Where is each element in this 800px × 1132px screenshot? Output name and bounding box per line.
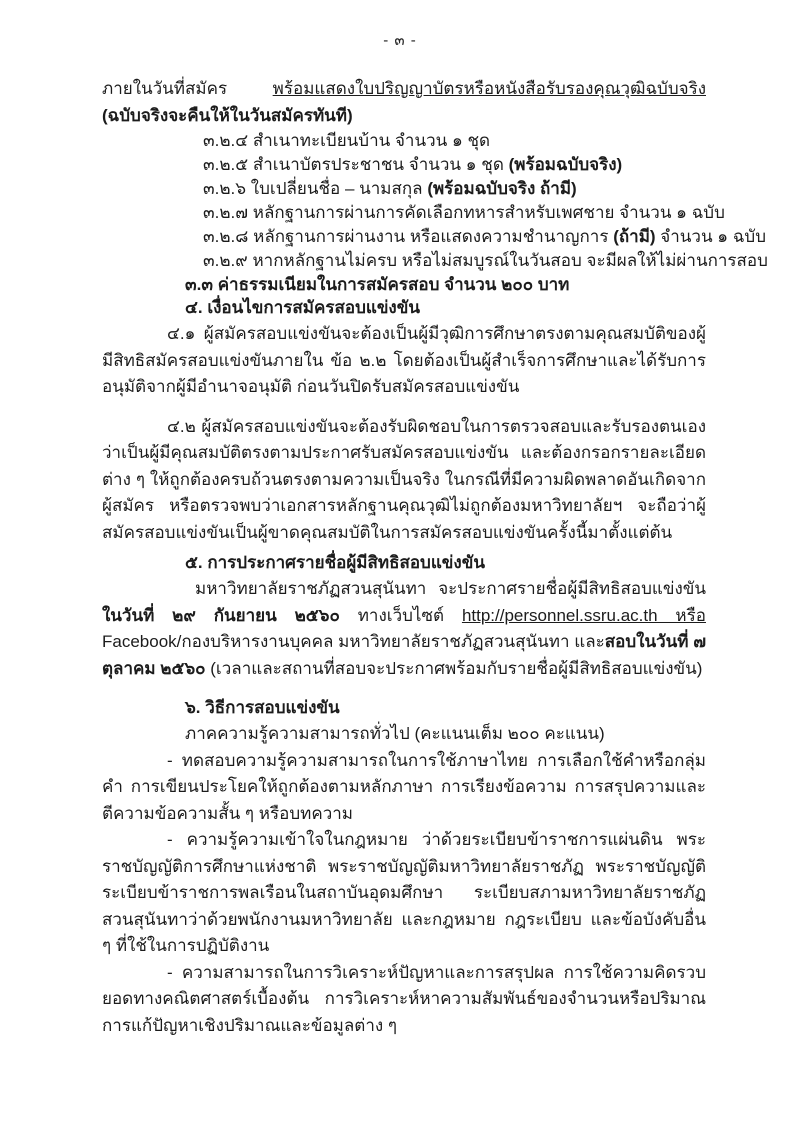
list-item-text: ๓.๒.๕ สำเนาบัตรประชาชน จำนวน ๑ ชุด	[203, 155, 509, 174]
section5-text-1: มหาวิทยาลัยราชภัฏสวนสุนันทา จะประกาศรายชื่อผู้มีสิทธิสอบแข่งขัน	[195, 579, 706, 598]
paragraph-4-2: ๔.๒ ผู้สมัครสอบแข่งขันจะต้องรับผิดชอบในการตรวจสอบและรับรองตนเองว่าเป็นผู้มีคุณสมบัติตรงตามประกาศรับสมัครสอบแข่งขัน และต้องกรอกรายละเอียดต่าง ๆ ให้ถูกต้องครบถ้วนตรงตามความเป็นจริง ในกรณีที่มีความผิดพลาดอันเกิดจากผู้สมัคร หรือตรวจพบว่าเอกสารหลักฐานคุณวุฒิไม่ถูกต้องมหาวิทยาลัยฯ จะถือว่าผู้สมัครสอบแข่งขันเป็นผู้ขาดคุณสมบัติในการสมัครสอบแข่งขันครั้งนี้มาตั้งแต่ต้น	[102, 416, 706, 542]
section5-paragraph	[102, 576, 706, 682]
exam-date-bold: สอบในวันที่ ๗ ตุลาคม ๒๕๖๐	[102, 632, 706, 678]
list-item	[102, 177, 706, 201]
document-list	[102, 129, 768, 273]
section4-heading: ๔. เงื่อนไขการสมัครสอบแข่งขัน	[185, 298, 420, 317]
announce-date-bold: ในวันที่ ๒๙ กันยายน ๒๕๖๐	[102, 605, 340, 625]
list-item-text: ๓.๒.๘ หลักฐานการผ่านงาน หรือแสดงความชำนาญการ	[203, 227, 614, 246]
list-item-bold: (ถ้ามี)	[613, 227, 656, 246]
intro-underlined-text: พร้อมแสดงใบปริญญาบัตรหรือหนังสือรับรองคุณวุฒิฉบับจริง	[272, 79, 706, 98]
exam-topic-analysis: - ความสามารถในการวิเคราะห์ปัญหาและการสรุปผล การใช้ความคิดรวบยอดทางคณิตศาสตร์เบื้องต้น การวิเคราะห์หาความสัมพันธ์ของจำนวนหรือปริมาณ การแก้ปัญหาเชิงปริมาณและข้อมูลต่าง ๆ	[102, 962, 706, 1035]
list-item-bold: (พร้อมฉบับจริง ถ้ามี)	[427, 179, 577, 198]
page-number: - ๓ -	[383, 32, 417, 49]
section5-text-4: (เวลาและสถานที่สอบจะประกาศพร้อมกับรายชื่อผู้มีสิทธิสอบแข่งขัน)	[205, 658, 703, 678]
section5-heading: ๕. การประกาศรายชื่อผู้มีสิทธิสอบแข่งขัน	[185, 553, 485, 572]
intro-paragraph	[102, 76, 706, 129]
personnel-website-link[interactable]: http://personnel.ssru.ac.th หรือ	[461, 605, 706, 625]
list-item	[102, 129, 706, 153]
section5-text-2: ทางเว็บไซต์	[339, 605, 462, 625]
list-item-text: ๓.๒.๔ สำเนาทะเบียนบ้าน จำนวน ๑ ชุด	[203, 131, 491, 150]
list-item	[102, 249, 768, 273]
section5-text-3: Facebook/กองบริหารงานบุคคล มหาวิทยาลัยราชภัฏสวนสุนันทา และ	[102, 632, 605, 651]
document-body	[102, 76, 768, 1039]
exam-topic-thai-language: - ทดสอบความรู้ความสามารถในการใช้ภาษาไทย การเลือกใช้คำหรือกลุ่มคำ การเขียนประโยคให้ถูกต้องตามหลักภาษา การเรียงข้อความ การสรุปความและตีความข้อความสั้น ๆ หรือบทความ	[102, 750, 706, 823]
exam-part-subheading: ภาคความรู้ความสามารถทั่วไป (คะแนนเต็ม ๒๐๐ คะแนน)	[185, 724, 605, 743]
paragraph-4-1: ๔.๑ ผู้สมัครสอบแข่งขันจะต้องเป็นผู้มีวุฒิการศึกษาตรงตามคุณสมบัติของผู้มีสิทธิสมัครสอบแข่งขันภายใน ข้อ ๒.๒ โดยต้องเป็นผู้สำเร็จการศึกษาและได้รับการอนุมัติจากผู้มีอำนาจอนุมัติ ก่อนวันปิดรับสมัครสอบแข่งขัน	[102, 324, 706, 396]
fee-heading: ๓.๓ ค่าธรรมเนียมในการสมัครสอบ จำนวน ๒๐๐ บาท	[185, 275, 570, 294]
list-item-tail: จำนวน ๑ ฉบับ	[655, 227, 766, 246]
intro-bold-note: (ฉบับจริงจะคืนให้ในวันสมัครทันที)	[102, 105, 353, 125]
intro-text: ภายในวันที่สมัคร	[102, 79, 273, 98]
list-item	[102, 153, 706, 177]
list-item-text: ๓.๒.๙ หากหลักฐานไม่ครบ หรือไม่สมบูรณ์ในวันสอบ จะมีผลให้ไม่ผ่านการสอบ	[203, 251, 768, 270]
exam-topic-law-knowledge: - ความรู้ความเข้าใจในกฎหมาย ว่าด้วยระเบียบข้าราชการแผ่นดิน พระราชบัญญัติการศึกษาแห่งชาติ พระราชบัญญัติมหาวิทยาลัยราชภัฏ พระราชบัญญัติระเบียบข้าราชการพลเรือนในสถาบันอุดมศึกษา ระเบียบสภามหาวิทยาลัยราชภัฏสวนสุนันทาว่าด้วยพนักงานมหาวิทยาลัย และกฎหมาย กฎระเบียบ และข้อบังคับอื่น ๆ ที่ใช้ในการปฏิบัติงาน	[102, 830, 706, 955]
list-item	[102, 225, 766, 249]
list-item	[102, 201, 725, 225]
list-item-text: ๓.๒.๖ ใบเปลี่ยนชื่อ – นามสกุล	[203, 179, 428, 198]
section6-heading: ๖. วิธีการสอบแข่งขัน	[185, 698, 340, 717]
list-item-text: ๓.๒.๗ หลักฐานการผ่านการคัดเลือกทหารสำหรับเพศชาย จำนวน ๑ ฉบับ	[203, 203, 725, 222]
list-item-bold: (พร้อมฉบับจริง)	[508, 155, 623, 174]
